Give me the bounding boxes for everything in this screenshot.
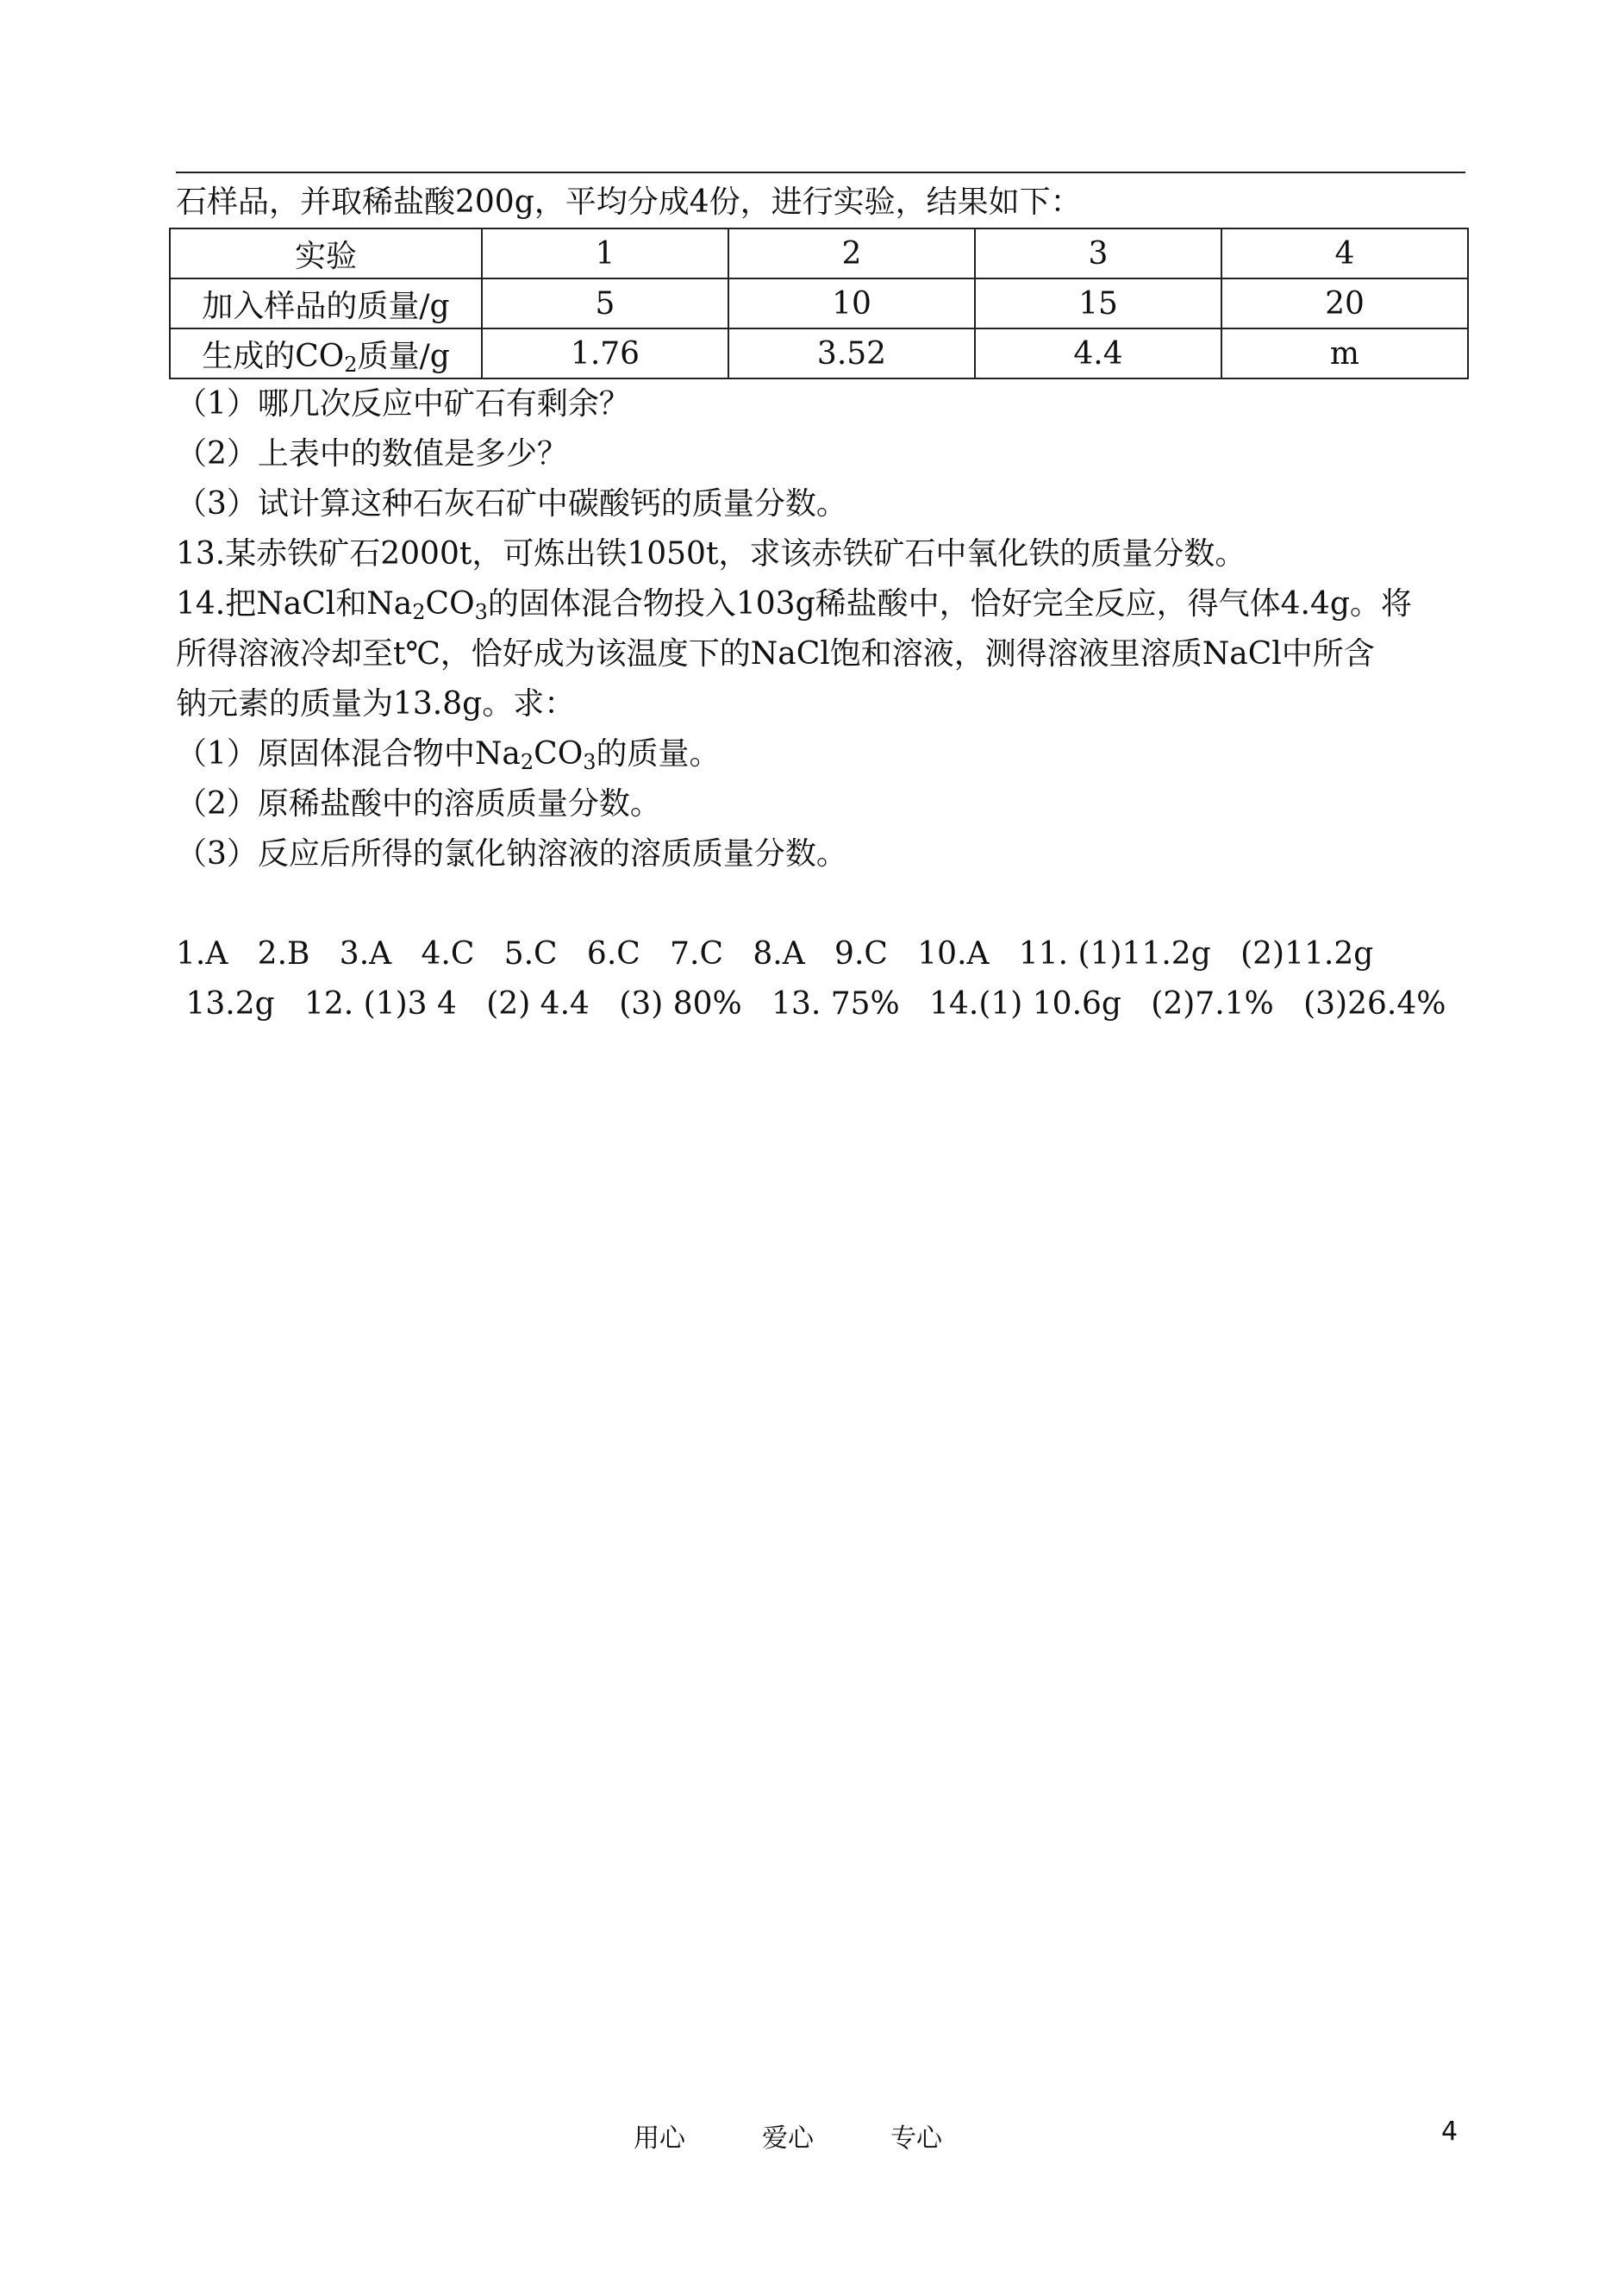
answer-key bbox=[176, 929, 1465, 1029]
q12-part1: （1）哪几次反应中矿石有剩余？ bbox=[176, 386, 630, 422]
cell-text: 生成的CO bbox=[202, 338, 345, 374]
table-cell: 实验 bbox=[170, 228, 482, 278]
subscript: 3 bbox=[583, 750, 597, 774]
table-cell: 10 bbox=[728, 278, 975, 328]
subscript: 2 bbox=[344, 352, 358, 377]
text: CO bbox=[425, 586, 475, 622]
page-content bbox=[176, 178, 1465, 1029]
table-cell: 4.4 bbox=[975, 328, 1221, 378]
table-cell: 1 bbox=[482, 228, 728, 278]
table-cell: 3.52 bbox=[728, 328, 975, 378]
q12-part2: （2）上表中的数值是多少？ bbox=[176, 436, 568, 472]
text: 14.把NaCl和Na bbox=[176, 586, 413, 622]
table-row bbox=[170, 328, 1468, 378]
question-14-line3: 钠元素的质量为13.8g。求： bbox=[176, 686, 576, 722]
table-cell: 3 bbox=[975, 228, 1221, 278]
table-cell: 5 bbox=[482, 278, 728, 328]
page-footer bbox=[0, 2117, 1624, 2160]
experiment-table bbox=[169, 228, 1469, 379]
cell-text: 质量/g bbox=[357, 338, 450, 374]
table-cell: 2 bbox=[728, 228, 975, 278]
text: 的质量。 bbox=[596, 736, 721, 772]
page-number: 4 bbox=[1441, 2117, 1458, 2147]
table-cell bbox=[170, 328, 482, 378]
q14-part1 bbox=[176, 729, 1465, 779]
table-cell: 4 bbox=[1221, 228, 1468, 278]
question-14-line2: 所得溶液冷却至t℃，恰好成为该温度下的NaCl饱和溶液，测得溶液里溶质NaCl中所含 bbox=[176, 636, 1375, 672]
table-cell: 20 bbox=[1221, 278, 1468, 328]
text: （1）原固体混合物中Na bbox=[176, 736, 521, 772]
answer-line-1: 1.A 2.B 3.A 4.C 5.C 6.C 7.C 8.A 9.C 10.A 11. (1)11.2g (2)11.2g bbox=[176, 936, 1374, 972]
answer-line-2: 13.2g 12. (1)3 4 (2) 4.4 (3) 80% 13. 75% 14.(1) 10.6g (2)7.1% (3)26.4% bbox=[176, 986, 1446, 1022]
text: 的固体混合物投入103g稀盐酸中，恰好完全反应，得气体4.4g。将 bbox=[487, 586, 1412, 622]
intro-line: 石样品，并取稀盐酸200g，平均分成4份，进行实验，结果如下： bbox=[176, 184, 1082, 220]
table-cell: 15 bbox=[975, 278, 1221, 328]
table-cell: 1.76 bbox=[482, 328, 728, 378]
footer-slogan-3: 专心 bbox=[890, 2123, 942, 2154]
question-13: 13.某赤铁矿石2000t，可炼出铁1050t，求该赤铁矿石中氧化铁的质量分数。 bbox=[176, 536, 1246, 572]
q14-part3: （3）反应后所得的氯化钠溶液的溶质质量分数。 bbox=[176, 836, 847, 872]
table-cell: m bbox=[1221, 328, 1468, 378]
subscript: 2 bbox=[412, 600, 426, 624]
footer-slogan-1: 用心 bbox=[634, 2123, 685, 2154]
subscript: 2 bbox=[520, 750, 534, 774]
q12-part3: （3）试计算这种石灰石矿中碳酸钙的质量分数。 bbox=[176, 486, 847, 522]
question-14-line1 bbox=[176, 579, 1465, 629]
subscript: 3 bbox=[474, 600, 488, 624]
table-header-row bbox=[170, 228, 1468, 278]
table-cell: 加入样品的质量/g bbox=[170, 278, 482, 328]
footer-slogan-2: 爱心 bbox=[762, 2123, 814, 2154]
table-row bbox=[170, 278, 1468, 328]
q14-part2: （2）原稀盐酸中的溶质质量分数。 bbox=[176, 786, 661, 822]
header-rule bbox=[176, 172, 1465, 173]
text: CO bbox=[534, 736, 584, 772]
